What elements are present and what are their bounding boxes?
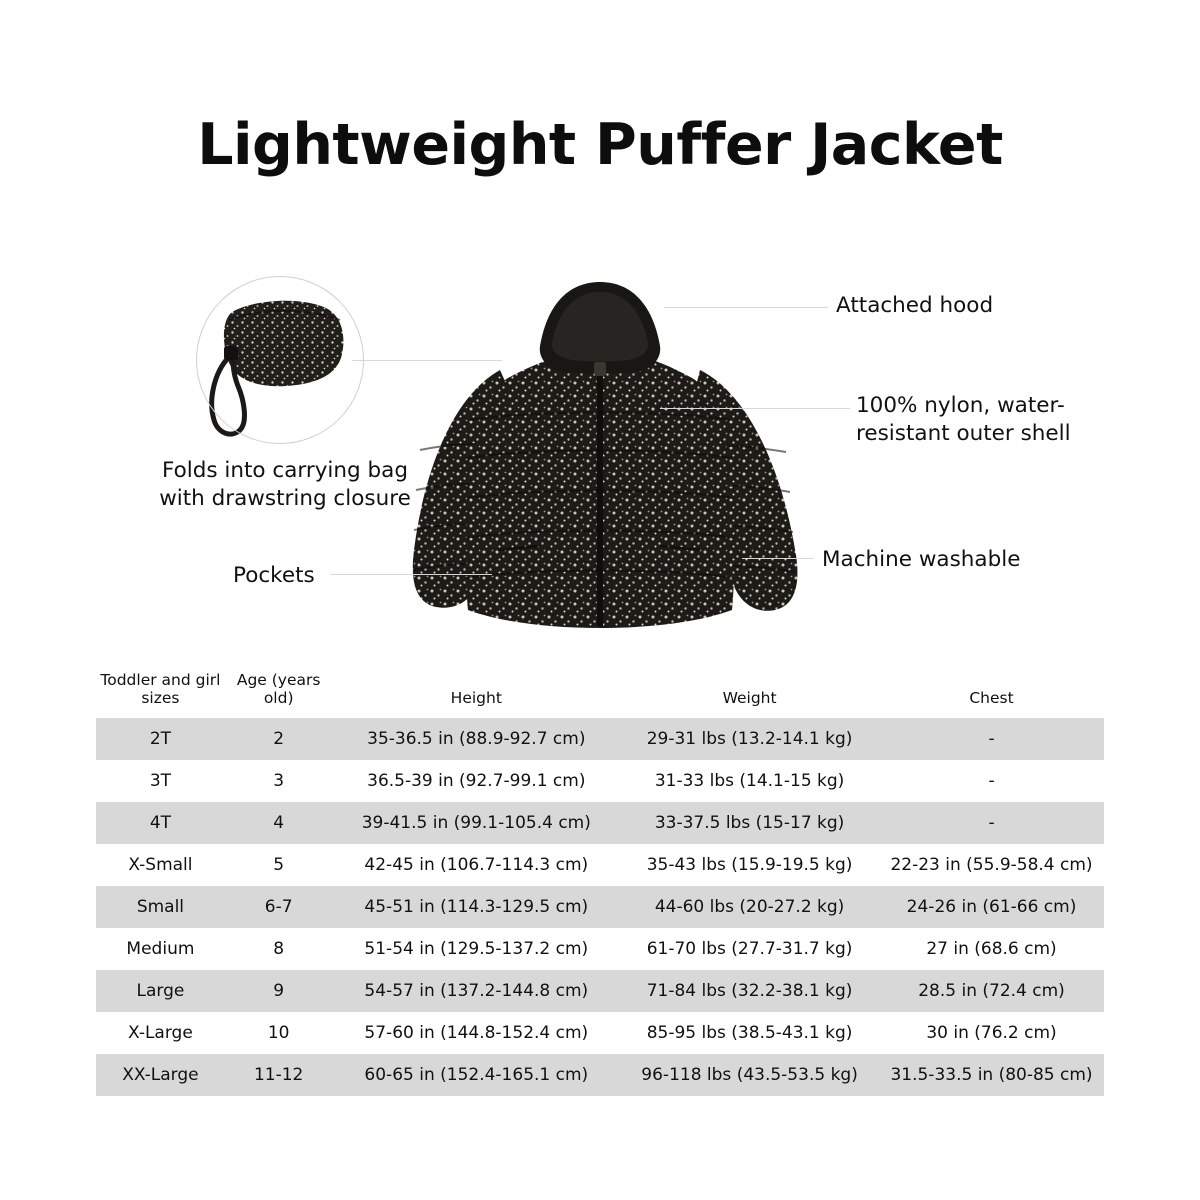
cell-height: 45-51 in (114.3-129.5 cm) (333, 886, 621, 928)
cell-height: 54-57 in (137.2-144.8 cm) (333, 970, 621, 1012)
cell-weight: 85-95 lbs (38.5-43.1 kg) (620, 1012, 879, 1054)
cell-age: 3 (225, 760, 333, 802)
table-row (96, 886, 1104, 928)
column-header-weight: Weight (722, 688, 777, 707)
cell-size: X-Large (96, 1012, 225, 1054)
cell-chest: - (879, 802, 1104, 844)
cell-age: 6-7 (225, 886, 333, 928)
column-header-height: Height (450, 688, 502, 707)
cell-weight: 35-43 lbs (15.9-19.5 kg) (620, 844, 879, 886)
product-illustration (0, 250, 1200, 650)
cell-age: 8 (225, 928, 333, 970)
callout-carrying-bag: Folds into carrying bag with drawstring closure (159, 458, 411, 511)
cell-weight: 71-84 lbs (32.2-38.1 kg) (620, 970, 879, 1012)
jacket-illustration (413, 282, 798, 628)
leader-line-outer-shell (660, 408, 850, 409)
leader-line-machine-washable (742, 558, 814, 559)
callout-outer-shell: 100% nylon, water-resistant outer shell (856, 393, 1071, 446)
table-row (96, 970, 1104, 1012)
table-row (96, 1054, 1104, 1096)
cell-height: 42-45 in (106.7-114.3 cm) (333, 844, 621, 886)
callout-pockets: Pockets (233, 563, 315, 588)
cell-size: X-Small (96, 844, 225, 886)
carrying-bag-circle (196, 276, 364, 444)
cell-age: 4 (225, 802, 333, 844)
cell-chest: 24-26 in (61-66 cm) (879, 886, 1104, 928)
size-chart-table (96, 670, 1104, 1096)
cell-chest: - (879, 718, 1104, 760)
cell-chest: 22-23 in (55.9-58.4 cm) (879, 844, 1104, 886)
table-row (96, 760, 1104, 802)
callout-machine-washable: Machine washable (822, 547, 1021, 572)
cell-size: 4T (96, 802, 225, 844)
column-header-chest: Chest (969, 688, 1014, 707)
column-header-age: Age (years old) (236, 671, 321, 707)
cell-size: 3T (96, 760, 225, 802)
cell-weight: 31-33 lbs (14.1-15 kg) (620, 760, 879, 802)
cell-size: XX-Large (96, 1054, 225, 1096)
cell-size: Small (96, 886, 225, 928)
cell-height: 39-41.5 in (99.1-105.4 cm) (333, 802, 621, 844)
cell-chest: 28.5 in (72.4 cm) (879, 970, 1104, 1012)
cell-weight: 96-118 lbs (43.5-53.5 kg) (620, 1054, 879, 1096)
leader-line-pockets (330, 574, 492, 575)
page-title: Lightweight Puffer Jacket (197, 112, 1003, 178)
cell-height: 35-36.5 in (88.9-92.7 cm) (333, 718, 621, 760)
cell-height: 60-65 in (152.4-165.1 cm) (333, 1054, 621, 1096)
cell-weight: 44-60 lbs (20-27.2 kg) (620, 886, 879, 928)
table-row (96, 1012, 1104, 1054)
table-row (96, 718, 1104, 760)
leader-line-hood (664, 307, 828, 308)
callout-attached-hood: Attached hood (836, 293, 994, 318)
cell-age: 2 (225, 718, 333, 760)
cell-height: 57-60 in (144.8-152.4 cm) (333, 1012, 621, 1054)
cell-age: 5 (225, 844, 333, 886)
cell-chest: 27 in (68.6 cm) (879, 928, 1104, 970)
leader-line-carrying-bag (352, 360, 502, 361)
table-row (96, 802, 1104, 844)
cell-weight: 61-70 lbs (27.7-31.7 kg) (620, 928, 879, 970)
table-header-row (96, 670, 1104, 718)
cell-height: 36.5-39 in (92.7-99.1 cm) (333, 760, 621, 802)
cell-age: 10 (225, 1012, 333, 1054)
cell-height: 51-54 in (129.5-137.2 cm) (333, 928, 621, 970)
column-header-size: Toddler and girl sizes (100, 671, 221, 707)
table-row (96, 844, 1104, 886)
cell-size: 2T (96, 718, 225, 760)
cell-age: 9 (225, 970, 333, 1012)
cell-chest: 31.5-33.5 in (80-85 cm) (879, 1054, 1104, 1096)
cell-weight: 33-37.5 lbs (15-17 kg) (620, 802, 879, 844)
cell-weight: 29-31 lbs (13.2-14.1 kg) (620, 718, 879, 760)
cell-size: Large (96, 970, 225, 1012)
cell-age: 11-12 (225, 1054, 333, 1096)
table-row (96, 928, 1104, 970)
cell-chest: 30 in (76.2 cm) (879, 1012, 1104, 1054)
cell-chest: - (879, 760, 1104, 802)
cell-size: Medium (96, 928, 225, 970)
